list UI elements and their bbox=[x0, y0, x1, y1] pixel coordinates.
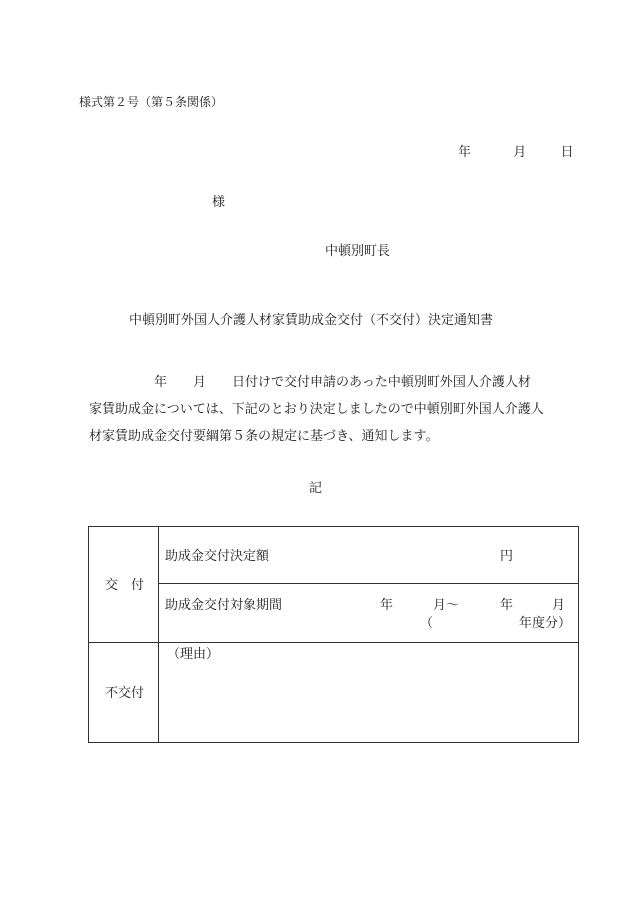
decision-amount-label: 助成金交付決定額 bbox=[165, 549, 270, 564]
date-year: 年 bbox=[458, 145, 472, 160]
period-label: 助成金交付対象期間 bbox=[165, 598, 283, 613]
reason-label: （理由） bbox=[167, 647, 220, 662]
ki-heading: 記 bbox=[309, 481, 323, 496]
document-title: 中頓別町外国人介護人材家賃助成金交付（不交付）決定通知書 bbox=[129, 313, 494, 328]
body-line-1: 年 月 日付けで交付申請のあった中頓別町外国人介護人材 bbox=[89, 375, 531, 390]
period-year-end: 年 bbox=[500, 598, 514, 613]
nongrant-header: 不交付 bbox=[105, 686, 145, 701]
table-row-nongrant bbox=[89, 643, 579, 743]
addressee-suffix: 様 bbox=[212, 195, 226, 210]
period-cell bbox=[159, 584, 579, 643]
grant-header: 交 付 bbox=[105, 578, 145, 593]
date-month: 月 bbox=[513, 145, 527, 160]
period-fiscal-year: 年度分） bbox=[519, 616, 572, 631]
form-number: 様式第２号（第５条関係） bbox=[79, 95, 224, 109]
table-row-period bbox=[89, 584, 579, 643]
body-line-3: 材家賃助成金交付要綱第５条の規定に基づき、通知します。 bbox=[89, 429, 439, 444]
period-month-end: 月 bbox=[552, 598, 566, 613]
grant-header-cell bbox=[89, 527, 159, 643]
decision-table bbox=[88, 526, 579, 743]
date-day: 日 bbox=[560, 145, 574, 160]
period-open-paren: （ bbox=[420, 616, 434, 631]
table-row-amount bbox=[89, 527, 579, 584]
period-month-start: 月～ bbox=[433, 598, 460, 613]
nongrant-header-cell bbox=[89, 643, 159, 743]
issuer-name: 中頓別町長 bbox=[325, 244, 391, 259]
date-line bbox=[458, 146, 574, 159]
body-paragraph bbox=[89, 369, 559, 450]
yen-unit: 円 bbox=[500, 549, 514, 564]
reason-cell bbox=[159, 643, 579, 743]
body-line-2: 家賃助成金については、下記のとおり決定しましたので中頓別町外国人介護人 bbox=[89, 402, 544, 417]
period-year-start: 年 bbox=[380, 598, 394, 613]
amount-cell bbox=[159, 527, 579, 584]
